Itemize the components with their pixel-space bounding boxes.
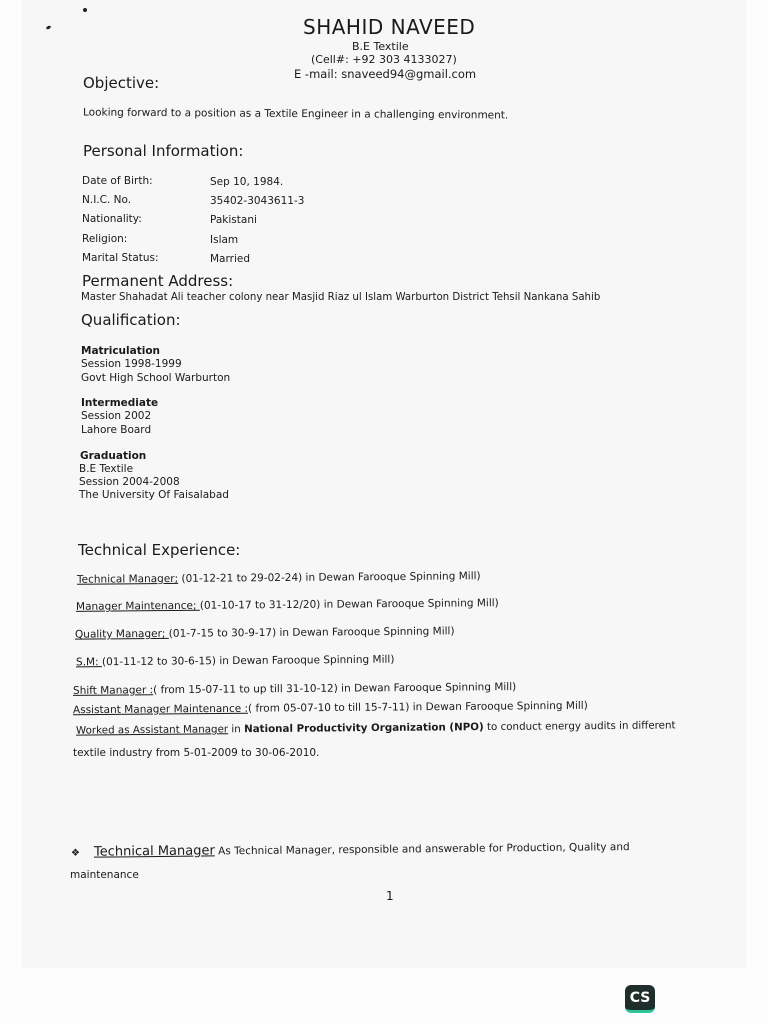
- degree-line: B.E Textile: [352, 40, 409, 53]
- matric-session: Session 1998-1999: [81, 358, 182, 370]
- tm-role: Technical Manager: [93, 843, 215, 860]
- organization-name: National Productivity Organization (NPO): [244, 721, 484, 736]
- experience-npo-continued: textile industry from 5-01-2009 to 30-06-2010.: [73, 747, 320, 759]
- inter-board: Lahore Board: [81, 424, 152, 436]
- experience-role: Quality Manager;: [74, 627, 169, 641]
- matric-title: Matriculation: [81, 345, 161, 357]
- experience-role: Manager Maintenance;: [75, 599, 200, 613]
- page-number: 1: [386, 889, 394, 903]
- camscanner-logo: CS: [625, 985, 655, 1013]
- label-religion: Religion:: [82, 233, 128, 245]
- grad-session: Session 2004-2008: [79, 476, 180, 488]
- personal-info-heading: Personal Information:: [83, 142, 244, 160]
- experience-heading: Technical Experience:: [78, 541, 241, 559]
- label-marital: Marital Status:: [82, 252, 159, 264]
- ink-speck: [83, 8, 87, 12]
- objective-text: Looking forward to a position as a Textile Engineer in a challenging environment.: [82, 106, 509, 122]
- value-nic: 35402-3043611-3: [210, 195, 305, 207]
- grad-title: Graduation: [80, 450, 147, 462]
- label-dob: Date of Birth:: [82, 175, 153, 187]
- value-nationality: Pakistani: [210, 214, 257, 226]
- diamond-bullet-icon: ❖: [70, 847, 81, 859]
- experience-details: (01-12-21 to 29-02-24) in Dewan Farooque Spinning Mill): [178, 570, 481, 585]
- applicant-name: SHAHID NAVEED: [303, 15, 476, 39]
- experience-details: (01-10-17 to 31-12/20) in Dewan Farooque Spinning Mill): [199, 597, 499, 612]
- value-marital: Married: [210, 253, 250, 265]
- experience-role: Shift Manager :: [72, 684, 154, 697]
- tm-continued: maintenance: [70, 869, 139, 881]
- experience-details: ( from 05-07-10 to till 15-7-11) in Dewan Farooque Spinning Mill): [247, 699, 588, 715]
- experience-role: Technical Manager;: [76, 572, 179, 586]
- address-heading: Permanent Address:: [82, 272, 234, 290]
- experience-details: ( from 15-07-11 to up till 31-10-12) in Dewan Farooque Spinning Mill): [153, 681, 517, 697]
- connector-text: in: [228, 723, 245, 736]
- grad-university: The University Of Faisalabad: [79, 489, 229, 501]
- inter-title: Intermediate: [81, 397, 159, 409]
- label-nic: N.I.C. No.: [82, 194, 132, 206]
- experience-role: Worked as Assistant Manager: [75, 723, 229, 737]
- experience-details: (01-7-15 to 30-9-17) in Dewan Farooque Spinning Mill): [168, 625, 455, 640]
- experience-role: S.M:: [75, 656, 102, 669]
- experience-role: Assistant Manager Maintenance :: [72, 702, 249, 717]
- experience-details: to conduct energy audits in different: [483, 719, 676, 734]
- value-dob: Sep 10, 1984.: [210, 176, 284, 188]
- cell-line: (Cell#: +92 303 4133027): [311, 53, 457, 66]
- grad-degree: B.E Textile: [79, 463, 134, 475]
- matric-school: Govt High School Warburton: [81, 372, 231, 384]
- value-religion: Islam: [210, 234, 239, 246]
- inter-session: Session 2002: [81, 410, 152, 422]
- experience-details: (01-11-12 to 30-6-15) in Dewan Farooque Spinning Mill): [101, 653, 395, 669]
- tm-text: As Technical Manager, responsible and answerable for Production, Quality and: [214, 841, 630, 858]
- address-text: Master Shahadat Ali teacher colony near Masjid Riaz ul Islam Warburton District Tehsil Nankana Sahib: [81, 292, 601, 303]
- email-line: E -mail: snaveed94@gmail.com: [294, 67, 477, 81]
- qualification-heading: Qualification:: [81, 311, 181, 329]
- label-nationality: Nationality:: [82, 213, 142, 225]
- objective-heading: Objective:: [83, 74, 160, 92]
